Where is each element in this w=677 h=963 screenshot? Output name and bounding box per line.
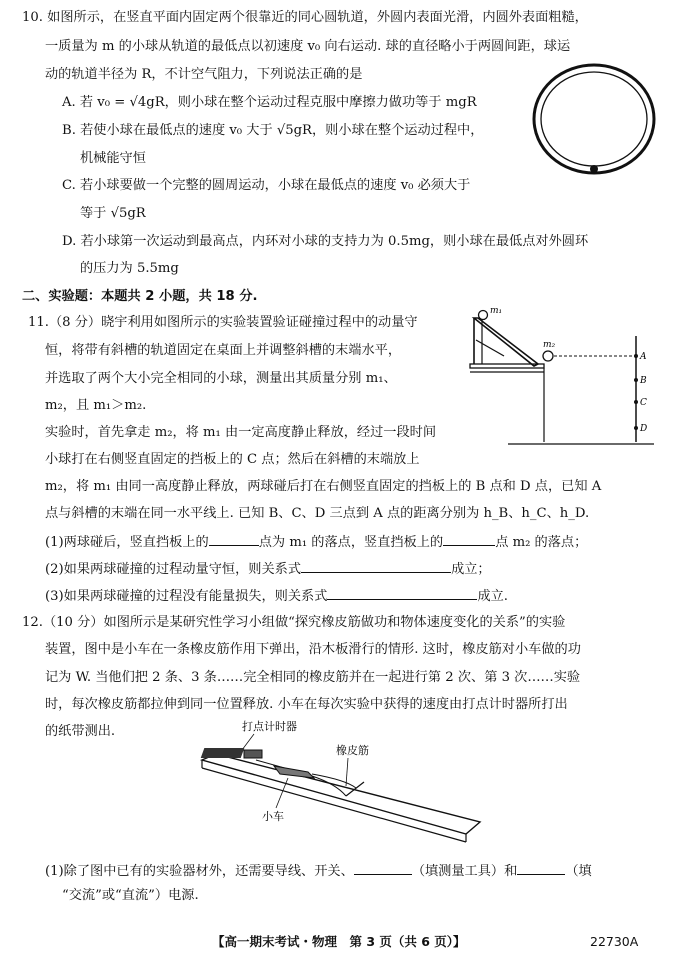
q11-line: 小球打在右侧竖直固定的挡板上的 C 点；然后在斜槽的末端放上 xyxy=(45,452,420,467)
label-cart: 小车 xyxy=(262,810,284,823)
q10-option-a: A. 若 v₀ = √4gR，则小球在整个运动过程克服中摩擦力做功等于 mgR xyxy=(62,95,477,110)
label-d: D xyxy=(640,424,648,434)
q10-option-c-cont: 等于 √5gR xyxy=(80,206,146,221)
q10-stem-line: 一质量为 m 的小球从轨道的最低点以初速度 v₀ 向右运动. 球的直径略小于两圆间距，球运 xyxy=(45,39,571,54)
exam-code: 22730A xyxy=(590,934,639,949)
q12-sub1: (1)除了图中已有的实验器材外，还需要导线、开关、 （填测量工具）和 （填 xyxy=(45,861,592,881)
label-m1: m₁ xyxy=(490,306,503,316)
q12-line: 12.（10 分）如图所示是某研究性学习小组做“探究橡皮筋做功和物体速度变化的关系”的实验 xyxy=(22,615,566,630)
q11-line: 点与斜槽的末端在同一水平线上. 已知 B、C、D 三点到 A 点的距离分别为 h_B、h_C、h_D. xyxy=(45,506,590,521)
q10-option-c: C. 若小球要做一个完整的圆周运动，小球在最低点的速度 v₀ 必须大于 xyxy=(62,178,471,193)
ball-icon xyxy=(590,165,598,173)
point-a-icon xyxy=(634,354,638,358)
q11-line: m₂，且 m₁＞m₂. xyxy=(45,398,147,413)
q10-option-d: D. 若小球第一次运动到最高点，内环对小球的支持力为 0.5mg，则小球在最低点对外圆环 xyxy=(62,234,589,249)
q10-option-b: B. 若使小球在最低点的速度 v₀ 大于 √5gR，则小球在整个运动过程中， xyxy=(62,123,484,138)
q12-line: 的纸带测出. xyxy=(45,724,116,739)
answer-blank[interactable] xyxy=(301,559,451,573)
q11-line: 并选取了两个大小完全相同的小球，测量出其质量分别 m₁、 xyxy=(45,371,397,386)
answer-blank[interactable] xyxy=(354,861,412,875)
rubber-band-cart-figure xyxy=(196,716,486,846)
q10-option-b-cont: 机械能守恒 xyxy=(80,151,146,166)
q12-sub1-cont: “交流”或“直流”）电源. xyxy=(62,888,199,903)
point-c-icon xyxy=(634,400,638,404)
q12-line: 时，每次橡皮筋都拉伸到同一位置释放. 小车在每次实验中获得的速度由打点计时器所打出 xyxy=(45,697,568,712)
q11-sub3: (3)如果两球碰撞的过程没有能量损失，则关系式 成立. xyxy=(45,586,508,606)
label-timer: 打点计时器 xyxy=(242,720,297,733)
q10-stem-line: 10. 如图所示，在竖直平面内固定两个很靠近的同心圆轨道，外圆内表面光滑，内圆外表面粗糙， xyxy=(22,10,588,25)
label-m2: m₂ xyxy=(543,340,556,350)
point-d-icon xyxy=(634,426,638,430)
label-a: A xyxy=(640,352,647,362)
q11-sub2: (2)如果两球碰撞的过程动量守恒，则关系式 成立； xyxy=(45,559,491,579)
q11-line: 11.（8 分）晓宇利用如图所示的实验装置验证碰撞过程中的动量守 xyxy=(28,315,418,330)
answer-blank[interactable] xyxy=(443,532,495,546)
concentric-ring-figure xyxy=(528,62,660,178)
ball-m1-icon xyxy=(479,311,488,320)
q11-line: 恒，将带有斜槽的轨道固定在桌面上并调整斜槽的末端水平， xyxy=(45,343,402,358)
answer-blank[interactable] xyxy=(209,532,259,546)
q12-line: 装置，图中是小车在一条橡皮筋作用下弹出，沿木板滑行的情形. 这时，橡皮筋对小车做的功 xyxy=(45,642,581,657)
q11-line: m₂，将 m₁ 由同一高度静止释放，两球碰后打在右侧竖直固定的挡板上的 B 点和 D 点，已知 A xyxy=(45,479,602,494)
section-heading: 二、实验题：本题共 2 小题，共 18 分. xyxy=(22,289,258,304)
point-b-icon xyxy=(634,378,638,382)
q10-stem-line: 动的轨道半径为 R，不计空气阻力，下列说法正确的是 xyxy=(45,67,363,82)
q11-sub1: (1)两球碰后，竖直挡板上的 点为 m₁ 的落点，竖直挡板上的 点 m₂ 的落点； xyxy=(45,532,587,552)
label-c: C xyxy=(640,398,647,408)
ball-m2-icon xyxy=(543,351,553,361)
answer-blank[interactable] xyxy=(327,586,477,600)
label-b: B xyxy=(640,376,647,386)
page-footer: 【高一期末考试・物理 第 3 页（共 6 页）】 xyxy=(212,934,466,949)
answer-blank[interactable] xyxy=(517,861,565,875)
q10-option-d-cont: 的压力为 5.5mg xyxy=(80,261,179,276)
q12-line: 记为 W. 当他们把 2 条、3 条……完全相同的橡皮筋并在一起进行第 2 次、第 3 次……实验 xyxy=(45,670,581,685)
collision-apparatus-figure xyxy=(468,306,654,450)
q11-line: 实验时，首先拿走 m₂，将 m₁ 由一定高度静止释放，经过一段时间 xyxy=(45,425,437,440)
label-rubber-band: 橡皮筋 xyxy=(336,744,369,757)
